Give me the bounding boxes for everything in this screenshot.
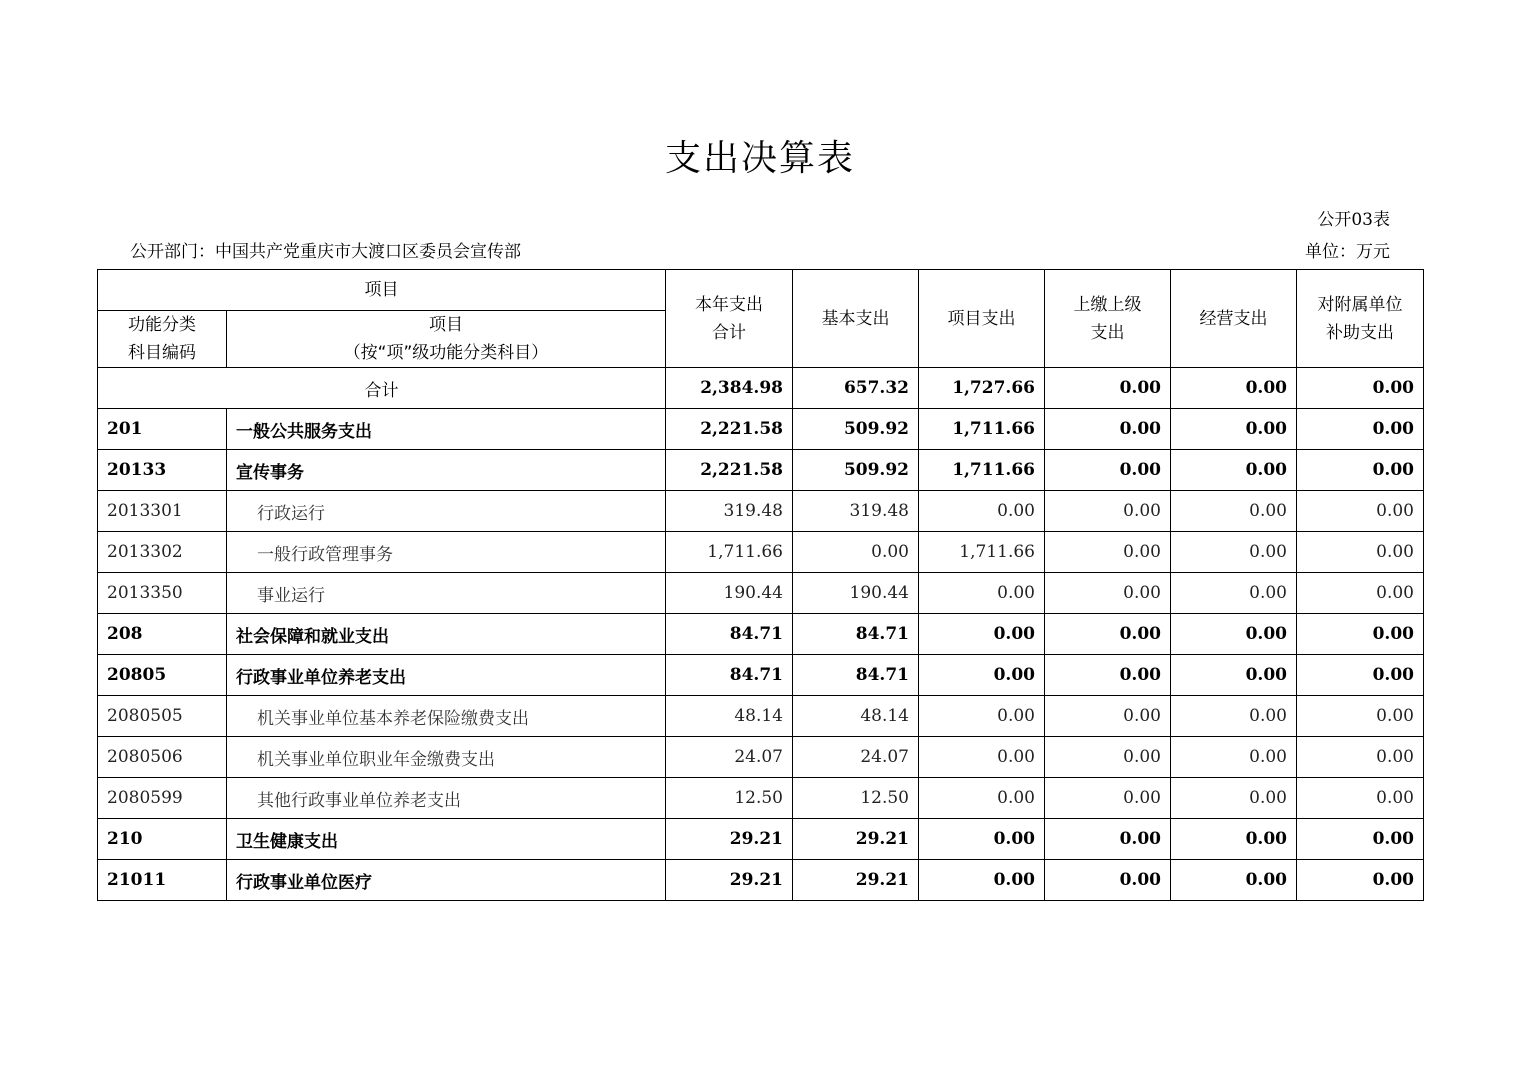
row-value: 190.44 xyxy=(793,573,919,614)
unit-label: 单位：万元 xyxy=(1305,242,1390,262)
row-value: 0.00 xyxy=(1297,491,1424,532)
row-value: 2,221.58 xyxy=(666,409,793,450)
row-value: 1,711.66 xyxy=(666,532,793,573)
row-name: 一般公共服务支出 xyxy=(227,409,666,450)
header-subsidiary: 对附属单位 补助支出 xyxy=(1297,270,1424,368)
row-code: 208 xyxy=(98,614,227,655)
row-value: 0.00 xyxy=(1297,696,1424,737)
row-name: 行政事业单位养老支出 xyxy=(227,655,666,696)
header-business: 经营支出 xyxy=(1171,270,1297,368)
row-value: 0.00 xyxy=(1045,778,1171,819)
row-value: 0.00 xyxy=(919,655,1045,696)
row-value: 0.00 xyxy=(1297,532,1424,573)
row-name: 卫生健康支出 xyxy=(227,819,666,860)
row-value: 0.00 xyxy=(919,573,1045,614)
row-name: 其他行政事业单位养老支出 xyxy=(227,778,666,819)
row-name: 事业运行 xyxy=(227,573,666,614)
row-value: 0.00 xyxy=(919,737,1045,778)
row-value: 0.00 xyxy=(1045,696,1171,737)
table-row xyxy=(98,450,1424,491)
row-name: 机关事业单位职业年金缴费支出 xyxy=(227,737,666,778)
table-row xyxy=(98,819,1424,860)
total-value: 1,727.66 xyxy=(919,368,1045,409)
total-value: 0.00 xyxy=(1297,368,1424,409)
row-value: 0.00 xyxy=(1171,696,1297,737)
row-value: 0.00 xyxy=(1171,778,1297,819)
table-row xyxy=(98,532,1424,573)
row-code: 2013302 xyxy=(98,532,227,573)
row-code: 2080599 xyxy=(98,778,227,819)
header-name: 项目 （按“项”级功能分类科目） xyxy=(227,311,666,368)
row-value: 190.44 xyxy=(666,573,793,614)
total-value: 0.00 xyxy=(1171,368,1297,409)
row-value: 319.48 xyxy=(793,491,919,532)
row-value: 0.00 xyxy=(1171,819,1297,860)
row-value: 12.50 xyxy=(793,778,919,819)
row-code: 210 xyxy=(98,819,227,860)
total-value: 2,384.98 xyxy=(666,368,793,409)
row-value: 0.00 xyxy=(1171,532,1297,573)
row-value: 84.71 xyxy=(666,614,793,655)
row-value: 509.92 xyxy=(793,409,919,450)
table-row xyxy=(98,409,1424,450)
row-value: 84.71 xyxy=(793,614,919,655)
row-value: 0.00 xyxy=(919,696,1045,737)
header-project: 项目支出 xyxy=(919,270,1045,368)
row-value: 0.00 xyxy=(1297,860,1424,901)
row-value: 1,711.66 xyxy=(919,532,1045,573)
row-value: 0.00 xyxy=(1297,450,1424,491)
row-name: 机关事业单位基本养老保险缴费支出 xyxy=(227,696,666,737)
table-row xyxy=(98,778,1424,819)
row-value: 0.00 xyxy=(1297,409,1424,450)
row-value: 48.14 xyxy=(793,696,919,737)
row-value: 0.00 xyxy=(1171,450,1297,491)
row-value: 84.71 xyxy=(793,655,919,696)
table-row xyxy=(98,860,1424,901)
row-value: 24.07 xyxy=(666,737,793,778)
row-value: 0.00 xyxy=(1297,778,1424,819)
row-name: 行政运行 xyxy=(227,491,666,532)
row-value: 0.00 xyxy=(1171,737,1297,778)
header-basic: 基本支出 xyxy=(793,270,919,368)
row-value: 0.00 xyxy=(1045,860,1171,901)
row-value: 0.00 xyxy=(1297,737,1424,778)
table-row xyxy=(98,573,1424,614)
row-value: 0.00 xyxy=(919,491,1045,532)
row-value: 0.00 xyxy=(1171,491,1297,532)
row-value: 0.00 xyxy=(1045,532,1171,573)
row-value: 0.00 xyxy=(919,819,1045,860)
row-value: 29.21 xyxy=(793,860,919,901)
table-row xyxy=(98,614,1424,655)
row-code: 2013301 xyxy=(98,491,227,532)
table-row xyxy=(98,737,1424,778)
header-code: 功能分类 科目编码 xyxy=(98,311,227,368)
row-value: 0.00 xyxy=(1171,655,1297,696)
row-value: 0.00 xyxy=(1045,655,1171,696)
row-value: 319.48 xyxy=(666,491,793,532)
row-value: 0.00 xyxy=(1045,573,1171,614)
row-value: 0.00 xyxy=(919,614,1045,655)
table-body xyxy=(98,368,1424,901)
table-row xyxy=(98,696,1424,737)
row-value: 0.00 xyxy=(1171,573,1297,614)
row-value: 2,221.58 xyxy=(666,450,793,491)
row-name: 宣传事务 xyxy=(227,450,666,491)
row-value: 0.00 xyxy=(1297,573,1424,614)
row-value: 24.07 xyxy=(793,737,919,778)
table-row xyxy=(98,491,1424,532)
header-total: 本年支出 合计 xyxy=(666,270,793,368)
row-value: 0.00 xyxy=(1045,450,1171,491)
row-value: 0.00 xyxy=(1171,409,1297,450)
table-header xyxy=(98,270,1424,368)
department-label: 公开部门：中国共产党重庆市大渡口区委员会宣传部 xyxy=(130,242,521,262)
total-value: 0.00 xyxy=(1045,368,1171,409)
table-number: 公开03表 xyxy=(1317,210,1390,230)
row-value: 0.00 xyxy=(919,778,1045,819)
row-value: 12.50 xyxy=(666,778,793,819)
row-value: 29.21 xyxy=(793,819,919,860)
row-value: 0.00 xyxy=(1297,655,1424,696)
row-value: 0.00 xyxy=(1045,614,1171,655)
row-name: 行政事业单位医疗 xyxy=(227,860,666,901)
row-value: 0.00 xyxy=(1171,860,1297,901)
total-label: 合计 xyxy=(98,368,666,409)
row-value: 48.14 xyxy=(666,696,793,737)
table-row xyxy=(98,655,1424,696)
row-value: 84.71 xyxy=(666,655,793,696)
row-value: 1,711.66 xyxy=(919,409,1045,450)
row-code: 2080506 xyxy=(98,737,227,778)
row-value: 0.00 xyxy=(1045,737,1171,778)
row-value: 0.00 xyxy=(1045,819,1171,860)
row-value: 1,711.66 xyxy=(919,450,1045,491)
row-value: 0.00 xyxy=(1297,819,1424,860)
row-value: 0.00 xyxy=(1171,614,1297,655)
row-value: 29.21 xyxy=(666,819,793,860)
header-upper: 上缴上级 支出 xyxy=(1045,270,1171,368)
row-code: 201 xyxy=(98,409,227,450)
total-value: 657.32 xyxy=(793,368,919,409)
page-title: 支出决算表 xyxy=(664,138,855,179)
row-code: 21011 xyxy=(98,860,227,901)
row-name: 一般行政管理事务 xyxy=(227,532,666,573)
total-row xyxy=(98,368,1424,409)
row-value: 0.00 xyxy=(793,532,919,573)
row-value: 0.00 xyxy=(1045,409,1171,450)
expenditure-table xyxy=(97,269,1424,901)
row-value: 29.21 xyxy=(666,860,793,901)
row-name: 社会保障和就业支出 xyxy=(227,614,666,655)
row-code: 20133 xyxy=(98,450,227,491)
row-code: 2013350 xyxy=(98,573,227,614)
row-value: 0.00 xyxy=(919,860,1045,901)
row-value: 509.92 xyxy=(793,450,919,491)
row-code: 2080505 xyxy=(98,696,227,737)
row-value: 0.00 xyxy=(1045,491,1171,532)
header-project-group: 项目 xyxy=(98,270,666,311)
row-code: 20805 xyxy=(98,655,227,696)
row-value: 0.00 xyxy=(1297,614,1424,655)
